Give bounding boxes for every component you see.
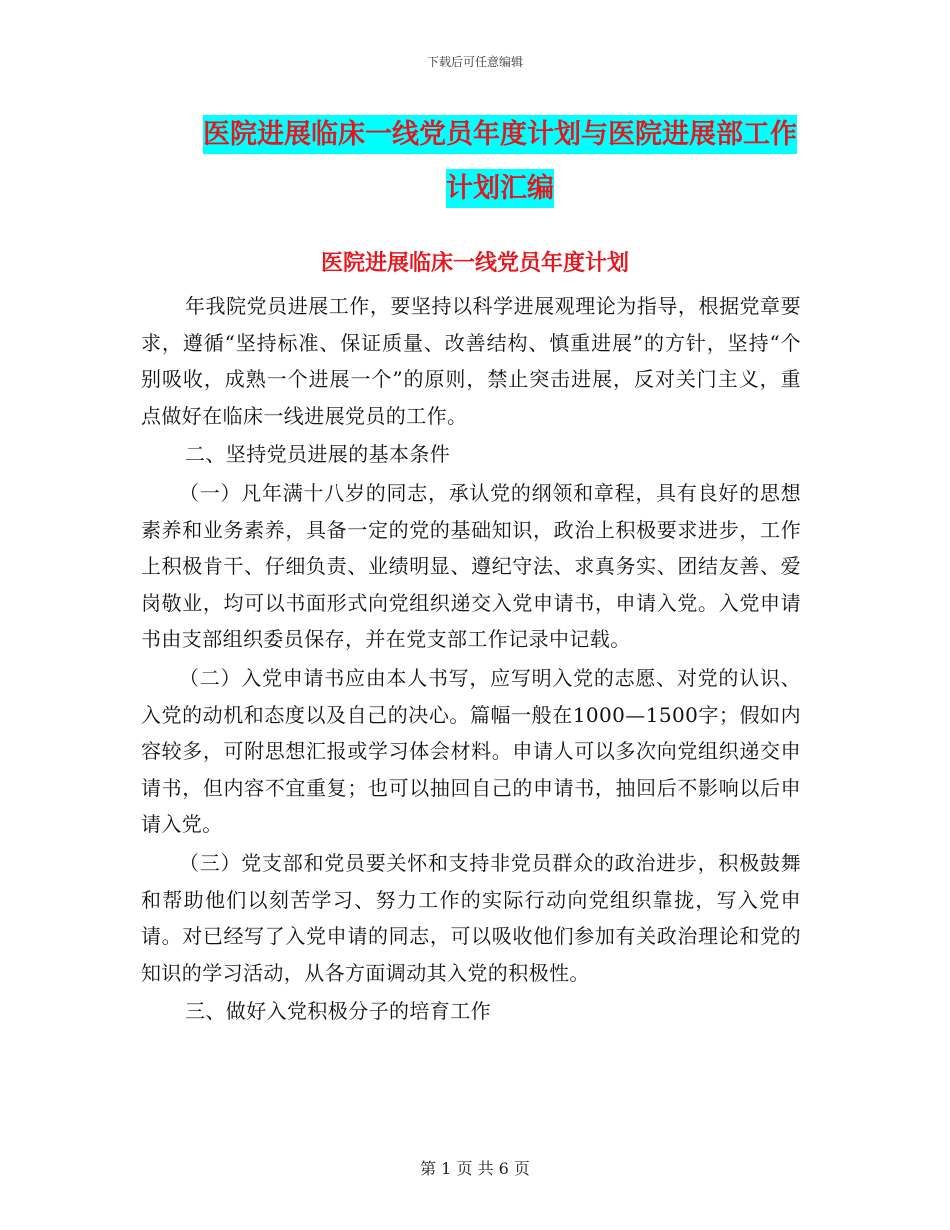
document-title-text: 医院进展临床一线党员年度计划与医院进展部工作计划汇编 bbox=[203, 115, 797, 208]
paragraph-heading-2: 二、坚持党员进展的基本条件 bbox=[185, 442, 451, 467]
paragraph-item-3: （三）党支部和党员要关怀和支持非党员群众的政治进步，积极鼓舞和帮助他们以刻苦学习、努力工作的实际行动向党组织靠拢，写入党申请。对已经写了入党申请的同志，可以吸收他们参加有关政治理论和党的知识的学习活动，从各方面调动其入党的积极性。 bbox=[141, 850, 801, 985]
paragraph-item-2: （二）入党申请书应由本人书写，应写明入党的志愿、对党的认识、入党的动机和态度以及自己的决心。篇幅一般在1000—1500字；假如内容较多，可附思想汇报或学习体会材料。申请人可以多次向党组织递交申请书，但内容不宜重复；也可以抽回自己的申请书，抽回后不影响以后申请入党。 bbox=[141, 665, 801, 837]
body-text bbox=[141, 288, 801, 1032]
page-footer: 第 1 页 共 6 页 bbox=[420, 1159, 530, 1178]
header-note: 下载后可任意编辑 bbox=[426, 55, 523, 69]
paragraph-item-1: （一）凡年满十八岁的同志，承认党的纲领和章程，具有良好的思想素养和业务素养，具备一定的党的基础知识，政治上积极要求进步，工作上积极肯干、仔细负责、业绩明显、遵纪守法、求真务实、团结友善、爱岗敬业，均可以书面形式向党组织递交入党申请书，申请入党。入党申请书由支部组织委员保存，并在党支部工作记录中记载。 bbox=[141, 480, 801, 652]
paragraph-intro: 年我院党员进展工作，要坚持以科学进展观理论为指导，根据党章要求，遵循“坚持标准、保证质量、改善结构、慎重进展”的方针，坚持“个别吸收，成熟一个进展一个”的原则，禁止突击进展，反对关门主义，重点做好在临床一线进展党员的工作。 bbox=[141, 294, 801, 428]
document-title bbox=[190, 108, 810, 216]
paragraph-heading-3: 三、做好入党积极分子的培育工作 bbox=[185, 999, 491, 1024]
section-heading: 医院进展临床一线党员年度计划 bbox=[320, 251, 629, 276]
